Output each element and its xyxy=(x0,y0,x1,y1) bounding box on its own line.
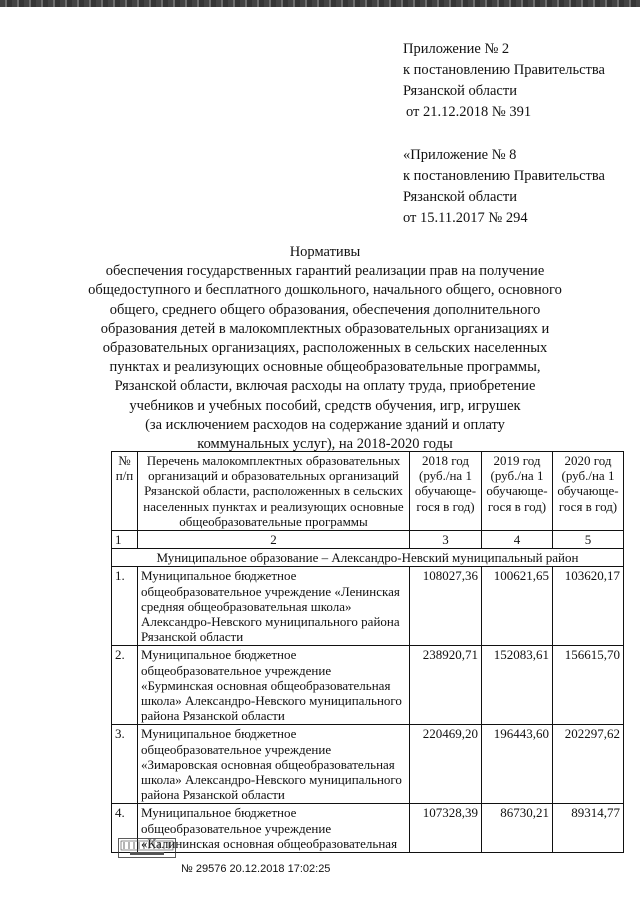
document-registration-footer: № 29576 20.12.2018 17:02:25 xyxy=(181,863,331,875)
col-number: 4 xyxy=(482,531,553,549)
header-2020: 2020 год (руб./на 1 обучающе-гося в год) xyxy=(553,452,624,531)
table-row xyxy=(112,567,624,646)
row-2018: 220469,20 xyxy=(410,725,482,804)
row-name: Муниципальное бюджетное общеобразовательное учреждение «Зимаровская основная общеобразовательная школа» Александро-Невского муниципального района Рязанской области xyxy=(138,725,410,804)
appendix-current-line4: от 21.12.2018 № 391 xyxy=(406,104,532,120)
document-title xyxy=(85,243,565,454)
appendix-current-line1: Приложение № 2 xyxy=(403,41,510,57)
title-line: обеспечения государственных гарантий реализации прав на получение xyxy=(105,263,545,280)
row-2020: 156615,70 xyxy=(553,646,624,725)
row-num: 4. xyxy=(112,804,138,853)
row-2018: 238920,71 xyxy=(410,646,482,725)
header-2018: 2018 год (руб./на 1 обучающе-гося в год) xyxy=(410,452,482,531)
table-row xyxy=(112,725,624,804)
norms-table xyxy=(111,451,624,853)
row-name: Муниципальное бюджетное общеобразовательное учреждение «Бурминская основная общеобразовательная школа» Александро-Невского муниципального района Рязанской области xyxy=(138,646,410,725)
title-line: общего, среднего общего образования, обеспечения дополнительного xyxy=(109,301,541,318)
col-number: 1 xyxy=(112,531,138,549)
registration-stamp-icon xyxy=(118,838,176,858)
table-header-row xyxy=(112,452,624,531)
title-line: коммунальных услуг), на 2018-2020 годы xyxy=(197,436,453,453)
row-name: Муниципальное бюджетное общеобразовательное учреждение «Ленинская средняя общеобразовательная школа» Александро-Невского муниципального района Рязанской области xyxy=(138,567,410,646)
row-2020: 103620,17 xyxy=(553,567,624,646)
header-2019: 2019 год (руб./на 1 обучающе-гося в год) xyxy=(482,452,553,531)
appendix-current-line2: к постановлению Правительства xyxy=(403,62,605,78)
title-line: Нормативы xyxy=(289,244,361,260)
scan-edge-artifact xyxy=(0,0,640,7)
title-line: образования детей в малокомплектных образовательных организациях и xyxy=(100,320,550,337)
appendix-original-line3: Рязанской области xyxy=(403,189,517,205)
row-2019: 86730,21 xyxy=(482,804,553,853)
title-line: образовательных организациях, расположенных в сельских населенных xyxy=(102,340,548,357)
row-2019: 196443,60 xyxy=(482,725,553,804)
appendix-current-line3: Рязанской области xyxy=(403,83,517,99)
municipality-row xyxy=(112,549,624,567)
row-2018: 108027,36 xyxy=(410,567,482,646)
row-2020: 202297,62 xyxy=(553,725,624,804)
title-line: пунктах и реализующих основные общеобразовательные программы, xyxy=(109,359,541,376)
row-2020: 89314,77 xyxy=(553,804,624,853)
table-row xyxy=(112,804,624,853)
appendix-current-block xyxy=(403,39,605,123)
title-line: общедоступного и бесплатного дошкольного, начального общего, основного xyxy=(88,282,562,299)
col-number: 2 xyxy=(138,531,410,549)
row-2018: 107328,39 xyxy=(410,804,482,853)
appendix-original-block xyxy=(403,145,605,229)
row-2019: 152083,61 xyxy=(482,646,553,725)
column-number-row xyxy=(112,531,624,549)
appendix-original-line2: к постановлению Правительства xyxy=(403,168,605,184)
appendix-original-line1: «Приложение № 8 xyxy=(403,147,517,163)
row-2019: 100621,65 xyxy=(482,567,553,646)
title-line: (за исключением расходов на содержание зданий и оплату xyxy=(145,416,505,433)
header-name: Перечень малокомплектных образовательных организаций и образовательных организаций Рязанской области, расположенных в сельских населенных пунктах и реализующих основные общеобразовательные программы xyxy=(138,452,410,531)
municipality-name: Муниципальное образование – Александро-Невский муниципальный район xyxy=(112,549,624,567)
col-number: 5 xyxy=(553,531,624,549)
row-num: 3. xyxy=(112,725,138,804)
title-line: Рязанской области, включая расходы на оплату труда, приобретение xyxy=(114,378,536,395)
row-num: 2. xyxy=(112,646,138,725)
row-name: Муниципальное бюджетное общеобразовательное учреждение «Калининская основная общеобразовательная xyxy=(138,804,410,853)
row-num: 1. xyxy=(112,567,138,646)
title-line: учебников и учебных пособий, средств обучения, игр, игрушек xyxy=(129,397,521,414)
table-row xyxy=(112,646,624,725)
appendix-original-line4: от 15.11.2017 № 294 xyxy=(403,210,528,226)
col-number: 3 xyxy=(410,531,482,549)
header-num: № п/п xyxy=(112,452,138,531)
